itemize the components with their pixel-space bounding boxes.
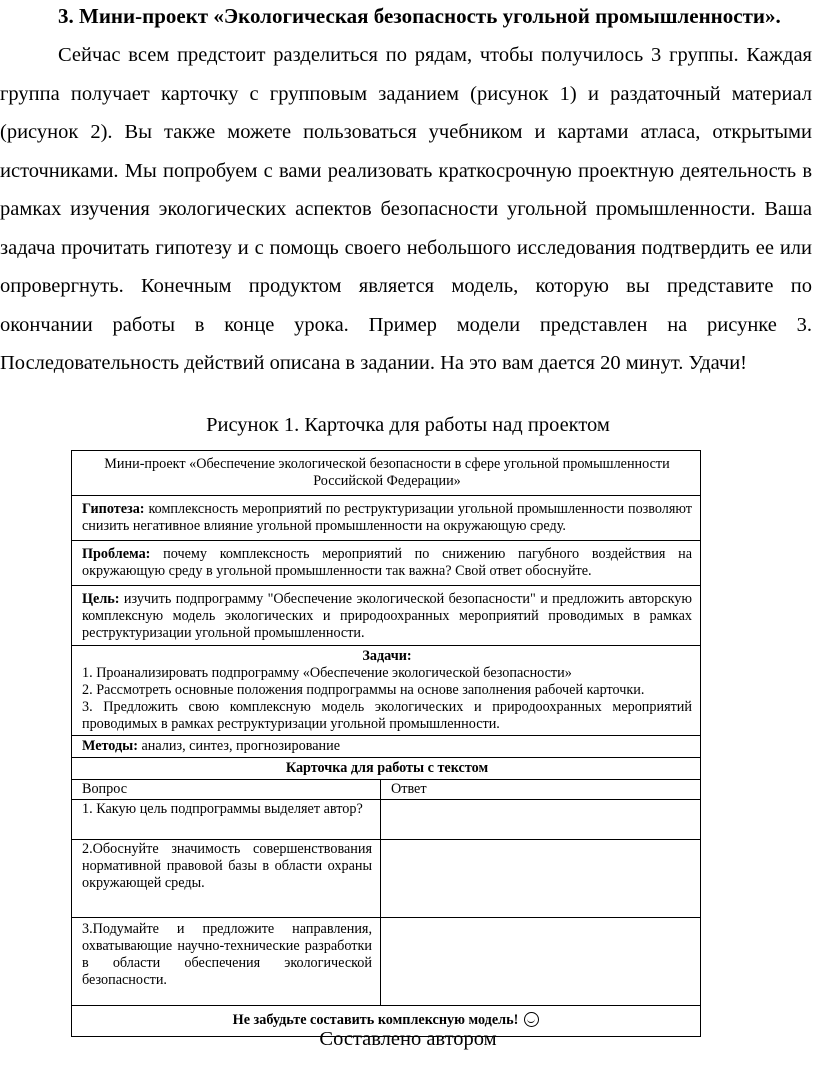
methods-section xyxy=(72,736,700,758)
answer-cell[interactable] xyxy=(381,800,701,840)
question-cell: 1. Какую цель подпрограммы выделяет автор? xyxy=(72,800,381,840)
answer-cell[interactable] xyxy=(381,918,701,1006)
problem-label: Проблема: xyxy=(82,546,151,562)
hypothesis-text: комплексность мероприятий по реструктуризации угольной промышленности позволяют снизить негативное влияние угольной промышленности на окружающую среду. xyxy=(82,501,692,534)
methods-label: Методы: xyxy=(82,738,138,754)
question-cell: 2.Обоснуйте значимость совершенствования нормативной правовой базы в области охраны окружающей среды. xyxy=(72,840,381,918)
project-card xyxy=(71,450,701,1037)
figure-caption: Рисунок 1. Карточка для работы над проектом xyxy=(206,414,610,436)
task-item: 2. Рассмотреть основные положения подпрограммы на основе заполнения рабочей карточки. xyxy=(82,682,645,698)
goal-label: Цель: xyxy=(82,591,120,607)
smiley-icon xyxy=(524,1012,539,1027)
problem-text: почему комплексность мероприятий по снижению пагубного воздействия на окружающую среду в угольной промышленности так важна? Свой ответ обоснуйте. xyxy=(82,546,692,579)
section-heading: 3. Мини-проект «Экологическая безопасность угольной промышленности». xyxy=(58,4,781,28)
task-item: 1. Проанализировать подпрограмму «Обеспечение экологической безопасности» xyxy=(82,665,572,681)
hypothesis-section xyxy=(72,496,700,541)
intro-paragraph: Сейчас всем предстоит разделиться по рядам, чтобы получилось 3 группы. Каждая группа получает карточку с групповым заданием (рисунок 1) и раздаточный материал (рисунок 2). Вы также можете пользоваться учебником и картами атласа, открытыми источниками. Мы попробуем с вами реализовать краткосрочную проектную деятельность в рамках изучения экологических аспектов безопасности угольной промышленности. Ваша задача прочитать гипотезу и с помощь своего небольшого исследования подтвердить ее или опровергнуть. Конечным продуктом является модель, которую вы представите по окончании работы в конце урока. Пример модели представлен на рисунке 3. Последовательность действий описана в задании. На это вам дается 20 минут. Удачи! xyxy=(0,44,812,374)
source-caption: Составлено автором xyxy=(319,1028,497,1050)
task-item: 3. Предложить свою комплексную модель экологических и природоохранных мероприятий проводимых в рамках реструктуризации угольной промышленности. xyxy=(82,699,692,732)
tasks-section xyxy=(72,646,700,736)
question-cell: 3.Подумайте и предложите направления, охватывающие научно-технические разработки в области обеспечения экологической безопасности. xyxy=(72,918,381,1006)
column-header-answer: Ответ xyxy=(381,780,701,800)
footer-text: Не забудьте составить комплексную модель! xyxy=(232,1012,519,1028)
methods-text: анализ, синтез, прогнозирование xyxy=(137,738,340,754)
goal-section xyxy=(72,586,700,646)
hypothesis-label: Гипотеза: xyxy=(82,501,145,517)
column-header-question: Вопрос xyxy=(72,780,381,800)
worksheet-table xyxy=(72,780,700,1006)
answer-cell[interactable] xyxy=(381,840,701,918)
problem-section xyxy=(72,541,700,586)
tasks-label: Задачи: xyxy=(362,648,412,664)
card-title: Мини-проект «Обеспечение экологической безопасности в сфере угольной промышленности Российской Федерации» xyxy=(72,451,700,496)
worksheet-title: Карточка для работы с текстом xyxy=(72,758,700,780)
goal-text: изучить подпрограмму "Обеспечение экологической безопасности" и предложить авторскую комплексную модель экологических и природоохранных мероприятий проводимых в рамках реструктуризации угольной промышленности. xyxy=(82,591,692,641)
